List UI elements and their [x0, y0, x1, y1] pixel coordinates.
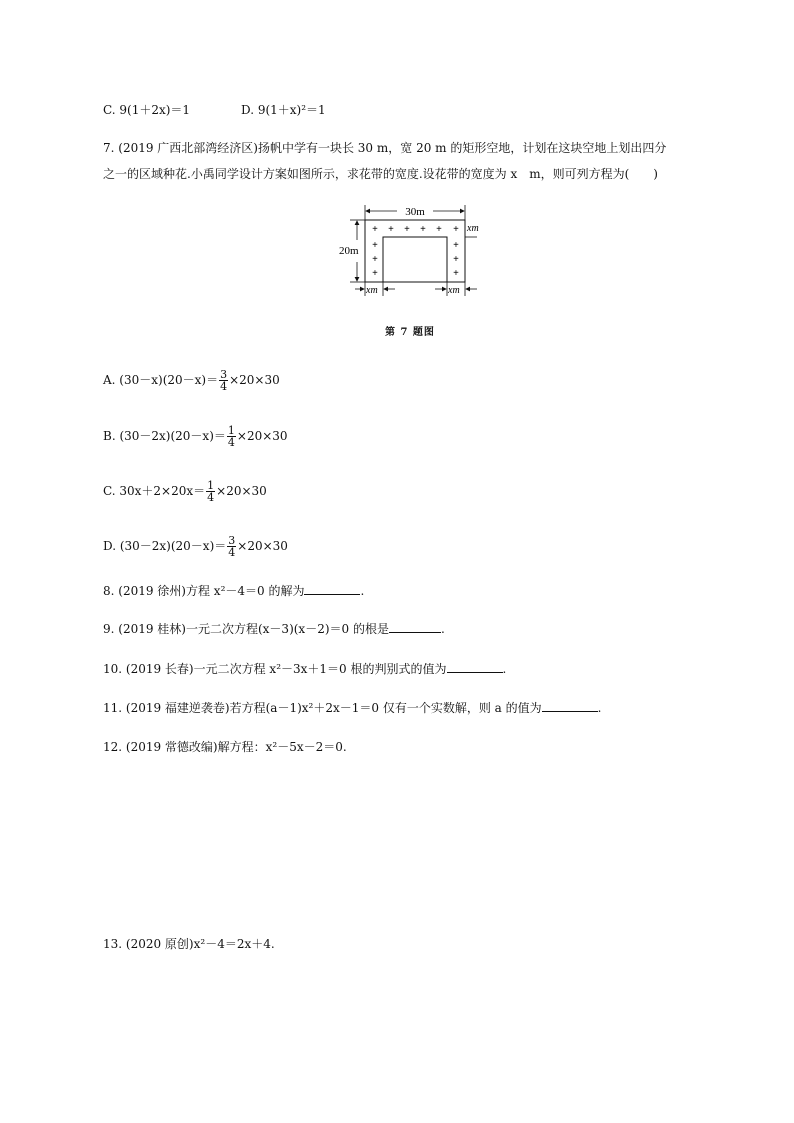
q7-stem-line1: 7. (2019 广西北部湾经济区)扬帆中学有一块长 30 m，宽 20 m 的矩形空地，计划在这块空地上划出四分 [103, 141, 667, 155]
svg-text:+: + [453, 240, 459, 251]
q8: 8. (2019 徐州)方程 x²－4＝0 的解为 . [103, 584, 365, 598]
strip-width-label-right: xm [448, 285, 460, 296]
q6-option-d: D. 9(1＋x)²＝1 [241, 103, 326, 117]
outer-rectangle [365, 220, 465, 282]
q7-option-b: B. (30－2x)(20－x)＝ $\frac{1}{4}$ ×20×30 [103, 424, 288, 449]
q7-option-a: A. (30－x)(20－x)＝ $\frac{3}{4}$ ×20×30 [103, 368, 280, 393]
answer-blank[interactable] [447, 660, 503, 673]
width-label: 20m [339, 245, 359, 257]
svg-text:+: + [420, 224, 426, 235]
answer-blank[interactable] [304, 582, 360, 595]
answer-blank[interactable] [542, 699, 598, 712]
q7-option-d: D. (30－2x)(20－x)＝ $\frac{3}{4}$ ×20×30 [103, 534, 288, 559]
svg-text:+: + [436, 224, 442, 235]
q7-figure-caption: 第 7 题图 [385, 327, 435, 338]
svg-text:+: + [372, 268, 378, 279]
flower-marks [372, 224, 459, 279]
q7-figure [335, 200, 485, 300]
svg-text:+: + [372, 240, 378, 251]
q7-stem-line2: 之一的区域种花.小禹同学设计方案如图所示，求花带的宽度.设花带的宽度为 x m，则可列方程为( ) [103, 167, 658, 181]
q9: 9. (2019 桂林)一元二次方程(x－3)(x－2)＝0 的根是 . [103, 622, 445, 636]
q6-option-c: C. 9(1＋2x)＝1 [103, 103, 191, 117]
inner-rectangle [383, 237, 447, 282]
strip-width-label-top: xm [467, 223, 479, 234]
q13: 13. (2020 原创)x²－4＝2x＋4. [103, 937, 275, 951]
svg-text:+: + [453, 254, 459, 265]
svg-text:+: + [372, 224, 378, 235]
svg-text:+: + [372, 254, 378, 265]
q10: 10. (2019 长春)一元二次方程 x²－3x＋1＝0 根的判别式的值为 . [103, 662, 507, 676]
svg-text:+: + [453, 224, 459, 235]
answer-blank[interactable] [389, 620, 441, 633]
svg-text:+: + [404, 224, 410, 235]
length-label: 30m [405, 206, 425, 218]
q11: 11. (2019 福建逆袭卷)若方程(a－1)x²＋2x－1＝0 仅有一个实数解，则 a 的值为 . [103, 701, 602, 715]
q7-option-c: C. 30x＋2×20x＝ $\frac{1}{4}$ ×20×30 [103, 479, 267, 504]
q12: 12. (2019 常德改编)解方程：x²－5x－2＝0. [103, 740, 347, 754]
svg-text:+: + [388, 224, 394, 235]
svg-text:+: + [453, 268, 459, 279]
strip-width-label-left: xm [366, 285, 378, 296]
